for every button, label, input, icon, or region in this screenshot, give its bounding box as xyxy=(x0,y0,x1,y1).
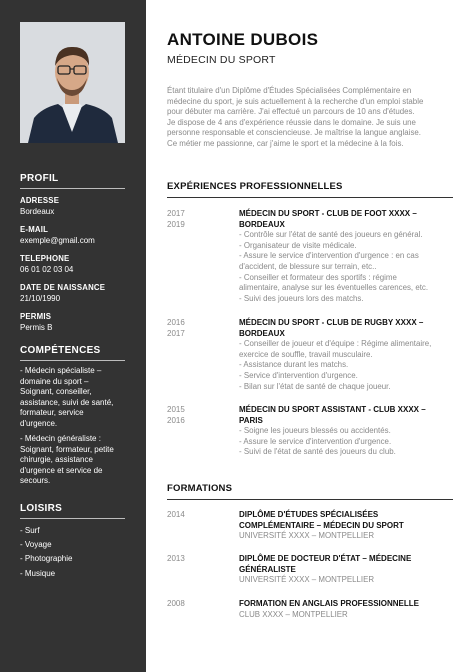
skill-line: domaine du sport – xyxy=(20,376,89,386)
profile-photo xyxy=(20,22,125,143)
profile-heading: PROFIL xyxy=(20,173,125,189)
education-school: CLUB XXXX – MONTPELLIER xyxy=(239,609,348,619)
education-year: 2014 xyxy=(167,510,185,519)
experience-line: - Suivi des joueurs lors des matchs. xyxy=(239,293,364,303)
skill-line: assistance, suivi de santé, xyxy=(20,397,114,407)
skill-line: Soignant, conseiller, xyxy=(20,387,92,397)
hobbies-heading: LOISIRS xyxy=(20,503,125,519)
education-entry xyxy=(239,554,454,586)
experience-title: BORDEAUX xyxy=(239,219,285,229)
license-label: PERMIS xyxy=(20,312,52,321)
experience-line: - Assure le service d'intervention d'urgence. xyxy=(239,436,392,446)
job-title: MÉDECIN DU SPORT xyxy=(167,54,276,66)
education-entry xyxy=(239,599,454,620)
education-title: DIPLÔME D'ÉTUDES SPÉCIALISÉES xyxy=(239,510,379,519)
hobby-item: - Surf xyxy=(20,526,40,535)
experience-line: exercice de souffle, travail musculaire. xyxy=(239,349,373,359)
skill-line: - Médecin généraliste : xyxy=(20,434,101,443)
experience-title: MÉDECIN DU SPORT - CLUB DE FOOT XXXX – xyxy=(239,209,417,218)
license-value: Permis B xyxy=(20,323,53,332)
intro-paragraph xyxy=(167,86,455,150)
email-value: exemple@gmail.com xyxy=(20,236,95,245)
experience-years xyxy=(167,209,207,230)
experience-years xyxy=(167,318,207,339)
phone-label: TELEPHONE xyxy=(20,254,70,263)
sidebar xyxy=(0,0,146,672)
intro-line: pour débuter ma carrière. J'ai effectué un parcours de 10 ans d'études. xyxy=(167,107,415,117)
address-label: ADRESSE xyxy=(20,196,60,205)
education-title: GÉNÉRALISTE xyxy=(239,564,296,574)
education-year: 2013 xyxy=(167,554,185,563)
experience-line: - Bilan sur l'état de santé de chaque joueur. xyxy=(239,381,391,391)
candidate-name: ANTOINE DUBOIS xyxy=(167,30,319,49)
birthdate-label: DATE DE NAISSANCE xyxy=(20,283,106,292)
skill-line: chirurgie, assistance xyxy=(20,455,93,465)
hobby-item: - Voyage xyxy=(20,540,52,550)
intro-line: Je dispose de 4 ans d'expérience réussie dans le domaine. Je suis une xyxy=(167,117,416,127)
education-title: COMPLÉMENTAIRE – MÉDECIN DU SPORT xyxy=(239,520,404,530)
intro-line: Ce métier me passionne, car j'aime le sport et la médecine à la fois. xyxy=(167,138,404,148)
skill-line: Soignant, formateur, petite xyxy=(20,444,114,454)
skill-line: - Médecin spécialiste – xyxy=(20,366,102,375)
phone-value: 06 01 02 03 04 xyxy=(20,265,74,274)
skill-line: d'urgence et service de xyxy=(20,465,103,475)
experience-title: MÉDECIN DU SPORT - CLUB DE RUGBY XXXX – xyxy=(239,318,424,327)
education-school: UNIVERSITÉ XXXX – MONTPELLIER xyxy=(239,575,375,585)
year-end: 2019 xyxy=(167,219,185,229)
intro-line: Étant titulaire d'un Diplôme d'Études Spécialisées Complémentaire en xyxy=(167,86,412,95)
experience-line: - Soigne les joueurs blessés ou accidentés. xyxy=(239,426,391,436)
year-end: 2016 xyxy=(167,415,185,425)
experience-entry xyxy=(239,318,454,392)
experience-entry xyxy=(239,405,454,458)
experience-line: - Assistance durant les matchs. xyxy=(239,360,349,370)
intro-line: personne responsable et consciencieuse. Je maîtrise la langue anglaise. xyxy=(167,128,421,138)
year-start: 2015 xyxy=(167,405,185,414)
experience-title: MÉDECIN DU SPORT ASSISTANT - CLUB XXXX – xyxy=(239,405,426,414)
experience-line: alimentaire, analyse sur les éventuelles carences, etc. xyxy=(239,283,429,293)
experience-years xyxy=(167,405,207,426)
year-end: 2017 xyxy=(167,328,185,338)
education-title: DIPLÔME DE DOCTEUR D'ÉTAT – MÉDECINE xyxy=(239,554,412,563)
education-year: 2008 xyxy=(167,599,185,608)
skill-line: formateur, service xyxy=(20,408,84,418)
hobby-item: - Photographie xyxy=(20,554,73,564)
hobbies-list xyxy=(20,524,72,581)
experience-line: - Organisateur de visite médicale. xyxy=(239,240,357,250)
experience-line: d'accident, de blessure sur terrain, etc.. xyxy=(239,261,377,271)
address-value: Bordeaux xyxy=(20,207,55,216)
skill-item xyxy=(20,434,128,487)
skills-heading: COMPÉTENCES xyxy=(20,345,125,361)
experience-heading: EXPÉRIENCES PROFESSIONNELLES xyxy=(167,181,453,198)
education-entry xyxy=(239,510,454,542)
intro-line: médecine du sport, je suis actuellement à la recherche d'un emploi stable xyxy=(167,96,424,106)
experience-line: - Contrôle sur l'état de santé des joueurs en général. xyxy=(239,230,423,240)
skill-item xyxy=(20,366,128,430)
education-heading: FORMATIONS xyxy=(167,483,453,500)
hobby-item: - Musique xyxy=(20,568,56,578)
education-title: FORMATION EN ANGLAIS PROFESSIONNELLE xyxy=(239,599,420,608)
experience-title: BORDEAUX xyxy=(239,328,285,338)
experience-line: - Assure le service d'intervention d'urgence : en cas xyxy=(239,251,419,261)
experience-line: - Service d'intervention d'urgence. xyxy=(239,370,358,380)
experience-title: PARIS xyxy=(239,415,263,425)
education-school: UNIVERSITÉ XXXX – MONTPELLIER xyxy=(239,531,375,541)
year-start: 2016 xyxy=(167,318,185,327)
experience-entry xyxy=(239,209,454,304)
skill-line: secours. xyxy=(20,476,51,486)
experience-line: - Suivi de l'état de santé des joueurs du club. xyxy=(239,447,396,457)
experience-line: - Conseiller et formateur des sportifs : régime xyxy=(239,272,397,282)
experience-line: - Conseiller de joueur et d'équipe : Régime alimentaire, xyxy=(239,339,432,349)
email-label: E-MAIL xyxy=(20,225,49,234)
skill-line: d'urgence. xyxy=(20,418,58,428)
year-start: 2017 xyxy=(167,209,185,218)
birthdate-value: 21/10/1990 xyxy=(20,294,61,303)
